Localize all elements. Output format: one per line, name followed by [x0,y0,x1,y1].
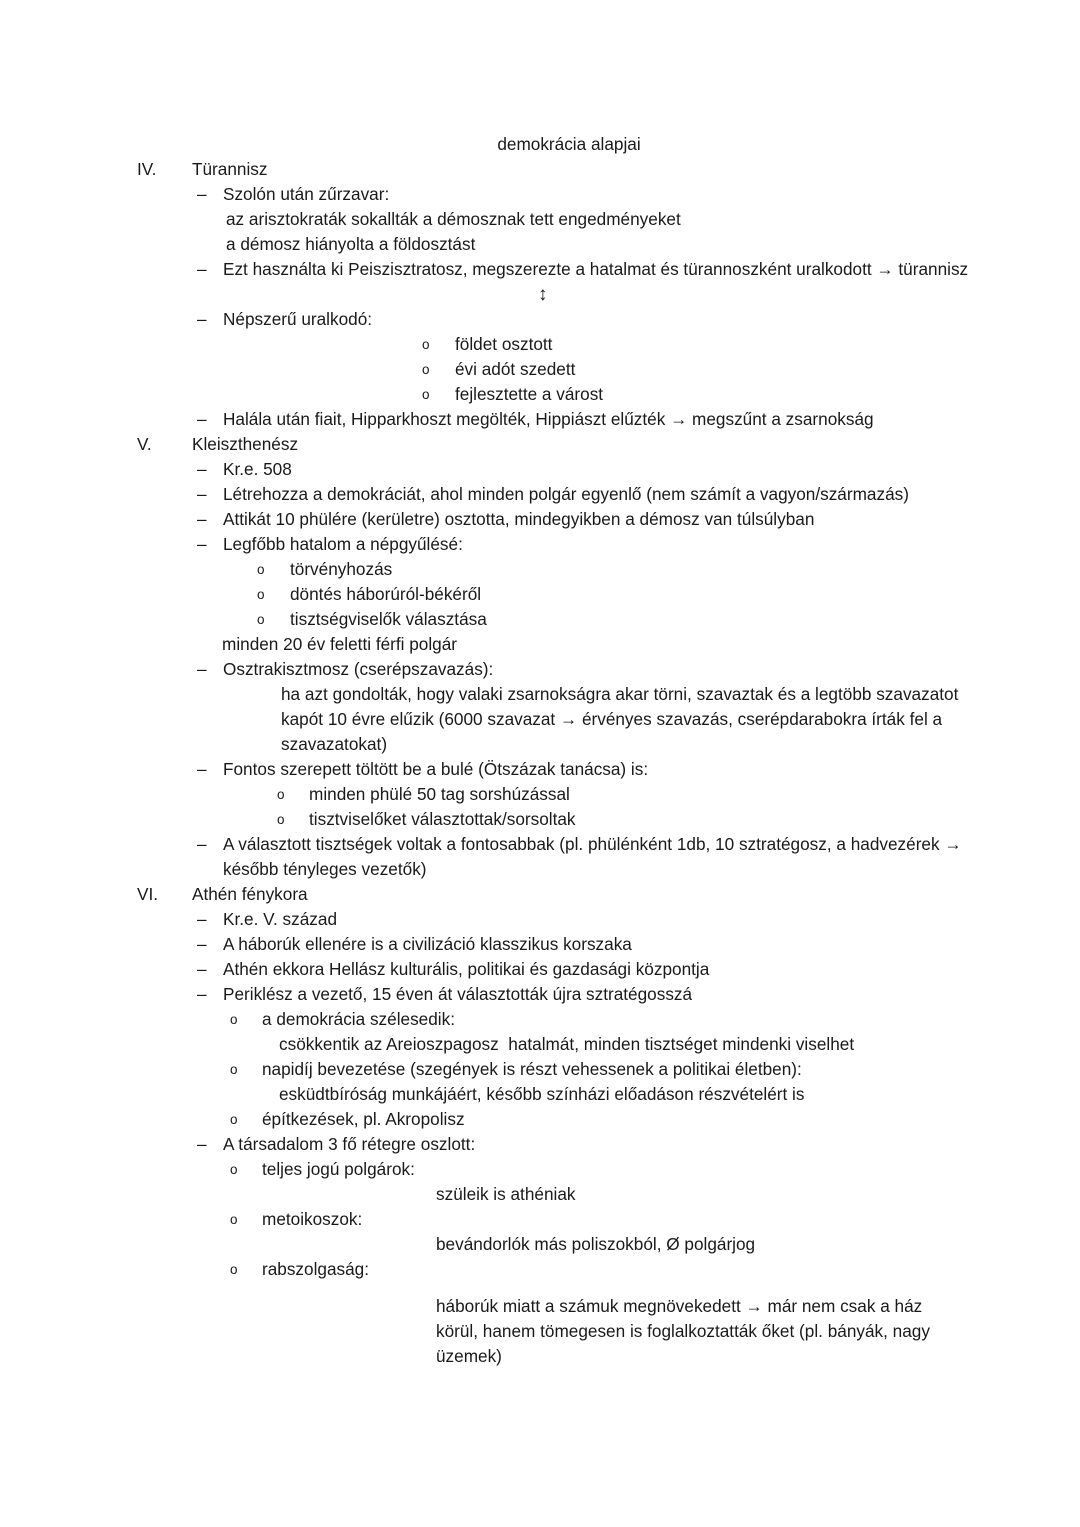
paragraph [0,1182,1080,1207]
sub-list-item [0,1257,1080,1282]
sub-list-item-text: tisztségviselők választása [290,609,487,629]
up-down-arrow-row [0,282,1080,307]
sub-list-item [0,357,1080,382]
list-item [0,482,1080,507]
dash-bullet-icon: – [197,834,207,854]
paragraph [0,207,1080,232]
list-item-text: Szolón után zűrzavar: [223,184,390,204]
list-item-text: Halála után fiait, Hipparkhoszt megölték, Hippiászt elűzték → megszűnt a zsarnokság [223,409,874,429]
sub-list-item-text: döntés háborúról-békéről [290,584,482,604]
paragraph-text: háborúk miatt a számuk megnövekedett → már nem csak a ház körül, hanem tömegesen is foglalkoztatták őket (pl. bányák, nagy üzemek) [436,1296,930,1366]
list-item-text: Athén ekkora Hellász kulturális, politikai és gazdasági központja [223,959,710,979]
list-item-text: A választott tisztségek voltak a fontosabbak (pl. phülénként 1db, 10 sztratégosz, a hadvezérek → később tényleges vezetők) [223,834,962,879]
circle-bullet-icon: o [230,1012,238,1027]
list-item-text: A háborúk ellenére is a civilizáció klasszikus korszaka [223,934,632,954]
list-item [0,307,1080,332]
circle-bullet-icon: o [422,387,430,402]
circle-bullet-icon: o [230,1162,238,1177]
circle-bullet-icon: o [257,562,265,577]
circle-bullet-icon: o [277,812,285,827]
list-item [0,1132,1080,1157]
paragraph-text: ha azt gondolták, hogy valaki zsarnokságra akar törni, szavaztak és a legtöbb szavazatot kapót 10 évre elűzik (6000 szavazat → érvényes szavazás, cserépdarabokra írták fel a szavazatokat) [281,684,959,754]
list-item [0,657,1080,682]
dash-bullet-icon: – [197,459,207,479]
circle-bullet-icon: o [230,1212,238,1227]
dash-bullet-icon: – [197,259,207,279]
sub-list-item-text: évi adót szedett [455,359,576,379]
circle-bullet-icon: o [422,337,430,352]
list-item [0,407,1080,432]
dash-bullet-icon: – [197,409,207,429]
sub-list-item [0,1057,1080,1082]
sub-list-item [0,1157,1080,1182]
circle-bullet-icon: o [422,362,430,377]
section-heading-iv [0,157,1080,182]
circle-bullet-icon: o [257,612,265,627]
paragraph-text: csökkentik az Areioszpagosz hatalmát, minden tisztséget mindenki viselhet [279,1034,855,1054]
list-item [0,507,1080,532]
sub-list-item-text: törvényhozás [290,559,393,579]
sub-list-item [0,582,1080,607]
list-item-text: Népszerű uralkodó: [223,309,373,329]
dash-bullet-icon: – [197,984,207,1004]
dash-bullet-icon: – [197,184,207,204]
paragraph-text: az arisztokraták sokallták a démosznak tett engedményeket [226,209,681,229]
spacer [0,1282,1080,1294]
paragraph [0,1294,1080,1369]
list-item-text: Attikát 10 phülére (kerületre) osztotta, mindegyikben a démosz van túlsúlyban [223,509,815,529]
sub-list-item-text: tisztviselőket választottak/sorsoltak [309,809,576,829]
section-numeral-v: V. [137,434,152,454]
sub-list-item [0,607,1080,632]
list-item-text: Osztrakisztmosz (cserépszavazás): [223,659,494,679]
circle-bullet-icon: o [230,1062,238,1077]
section-numeral-iv: IV. [137,159,157,179]
paragraph [0,632,1080,657]
sub-list-item-text: teljes jogú polgárok: [262,1159,415,1179]
section-heading-v [0,432,1080,457]
sub-list-item [0,1107,1080,1132]
sub-list-item-text: földet osztott [455,334,553,354]
list-item-text: Periklész a vezető, 15 éven át választották újra sztratégosszá [223,984,693,1004]
list-item-text: Létrehozza a demokráciát, ahol minden polgár egyenlő (nem számít a vagyon/származás) [223,484,909,504]
section-heading-vi [0,882,1080,907]
page-title [0,132,1080,157]
dash-bullet-icon: – [197,659,207,679]
sub-list-item-text: rabszolgaság: [262,1259,370,1279]
list-item-text: Legfőbb hatalom a népgyűlésé: [223,534,463,554]
list-item-text: Kr.e. V. század [223,909,338,929]
dash-bullet-icon: – [197,759,207,779]
paragraph [0,1032,1080,1057]
dash-bullet-icon: – [197,934,207,954]
sub-list-item-text: építkezések, pl. Akropolisz [262,1109,465,1129]
dash-bullet-icon: – [197,484,207,504]
paragraph-text: esküdtbíróság munkájáért, később színházi előadáson részvételért is [279,1084,805,1104]
list-item [0,957,1080,982]
circle-bullet-icon: o [277,787,285,802]
dash-bullet-icon: – [197,309,207,329]
sub-list-item-text: napidíj bevezetése (szegények is részt vehessenek a politikai életben): [262,1059,802,1079]
dash-bullet-icon: – [197,1134,207,1154]
paragraph-text: minden 20 év feletti férfi polgár [222,634,458,654]
sub-list-item-text: minden phülé 50 tag sorshúzással [309,784,570,804]
section-title-iv: Türannisz [192,159,268,179]
list-item [0,982,1080,1007]
list-item [0,182,1080,207]
dash-bullet-icon: – [197,509,207,529]
sub-list-item [0,1207,1080,1232]
list-item [0,832,1080,882]
sub-list-item [0,782,1080,807]
sub-list-item [0,382,1080,407]
paragraph-text: a démosz hiányolta a földosztást [226,234,476,254]
list-item [0,532,1080,557]
dash-bullet-icon: – [197,534,207,554]
paragraph [0,232,1080,257]
section-title-vi: Athén fénykora [192,884,308,904]
list-item [0,932,1080,957]
dash-bullet-icon: – [197,959,207,979]
sub-list-item-text: fejlesztette a várost [455,384,604,404]
section-numeral-vi: VI. [137,884,159,904]
section-title-v: Kleiszthenész [192,434,299,454]
sub-list-item-text: a demokrácia szélesedik: [262,1009,455,1029]
list-item [0,907,1080,932]
sub-list-item [0,1007,1080,1032]
page-title-text: demokrácia alapjai [497,134,641,154]
list-item-text: A társadalom 3 fő rétegre oszlott: [223,1134,476,1154]
list-item [0,257,1080,282]
list-item [0,457,1080,482]
list-item [0,757,1080,782]
paragraph-text: bevándorlók más poliszokból, Ø polgárjog [436,1234,756,1254]
dash-bullet-icon: – [197,909,207,929]
sub-list-item [0,332,1080,357]
circle-bullet-icon: o [257,587,265,602]
list-item-text: Kr.e. 508 [223,459,292,479]
up-down-arrow-icon: ↕ [538,284,548,305]
paragraph [0,1082,1080,1107]
paragraph [0,682,1080,757]
document-body [0,157,1080,1369]
paragraph-text: szüleik is athéniak [436,1184,576,1204]
circle-bullet-icon: o [230,1262,238,1277]
list-item-text: Fontos szerepett töltött be a bulé (Ötszázak tanácsa) is: [223,759,649,779]
list-item-text: Ezt használta ki Peiszisztratosz, megszerezte a hatalmat és türannoszként uralkodott → türannisz [223,259,969,279]
sub-list-item [0,557,1080,582]
sub-list-item [0,807,1080,832]
paragraph [0,1232,1080,1257]
sub-list-item-text: metoikoszok: [262,1209,363,1229]
circle-bullet-icon: o [230,1112,238,1127]
